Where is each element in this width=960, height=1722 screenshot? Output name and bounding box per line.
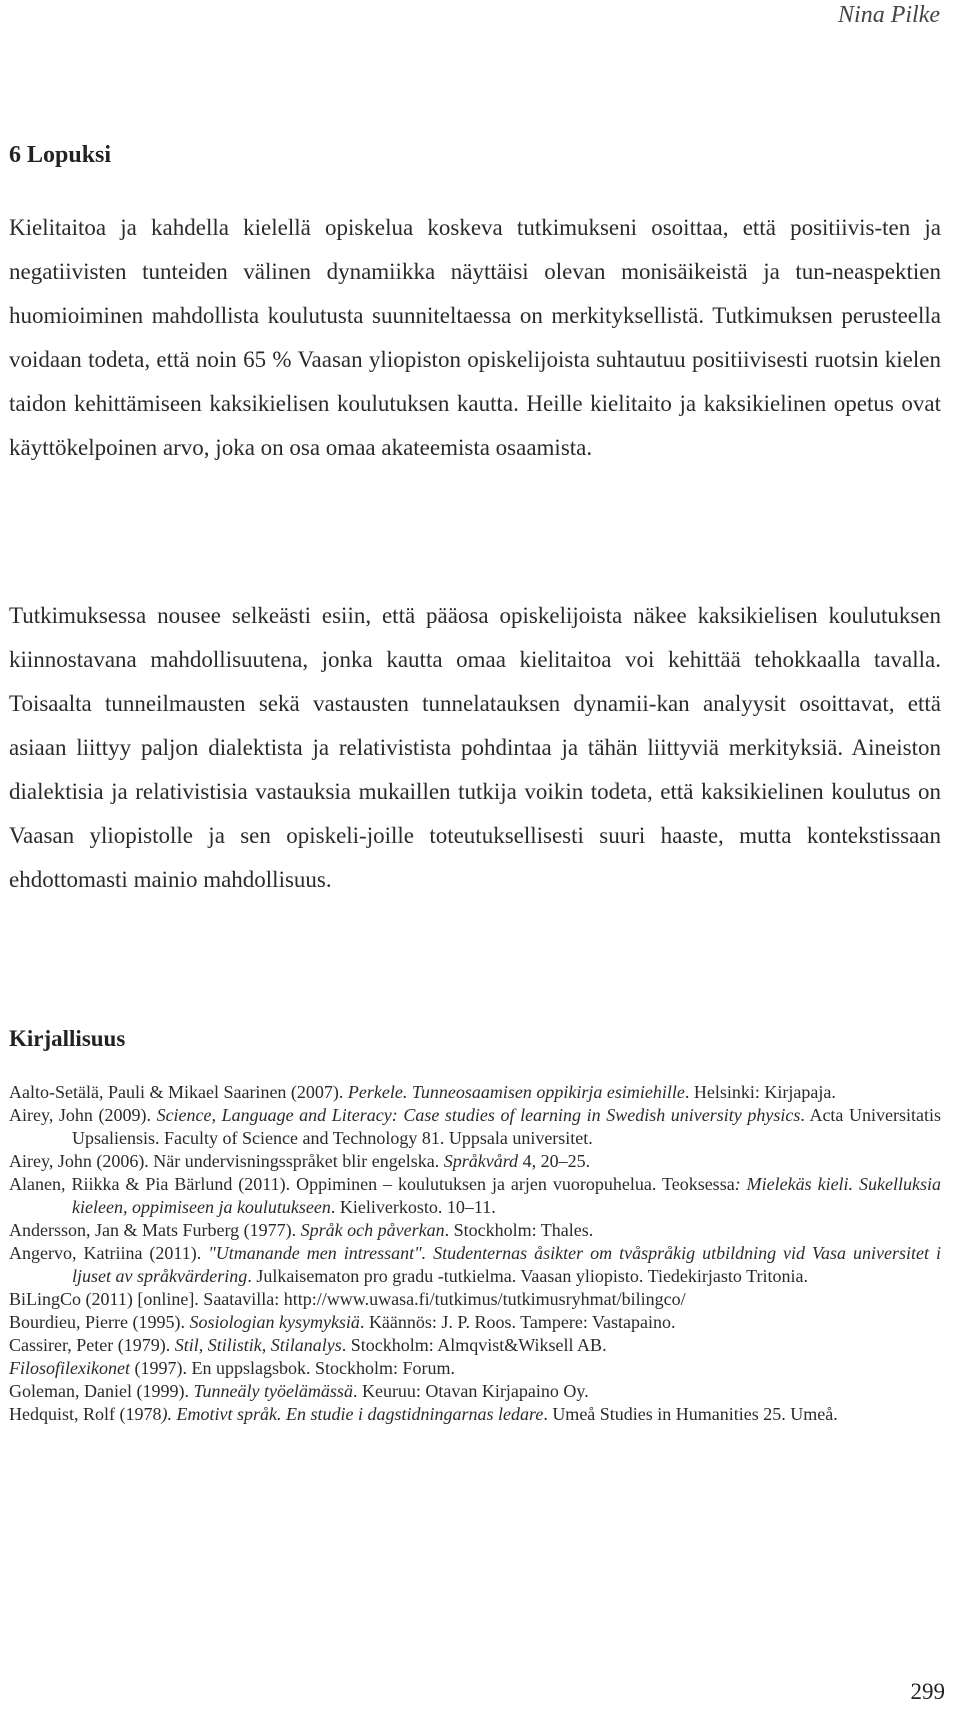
references-heading: Kirjallisuus <box>9 1026 126 1051</box>
running-header: Nina Pilke <box>838 2 940 28</box>
reference-item: Aalto-Setälä, Pauli & Mikael Saarinen (2007). Perkele. Tunneosaamisen oppikirja esimiehille. Helsinki: Kirjapaja. <box>9 1082 836 1102</box>
reference-item: Hedquist, Rolf (1978). Emotivt språk. En studie i dagstidningarnas ledare. Umeå Studies in Humanities 25. Umeå. <box>9 1404 838 1424</box>
body-paragraph-1: Kielitaitoa ja kahdella kielellä opiskelua koskeva tutkimukseni osoittaa, että positiivis-ten ja negatiivisten tunteiden välinen dynamiikka näyttäisi olevan monisäikeistä ja tun-neaspektien huomioiminen mahdollista koulutusta suunniteltaessa on merkityksellistä. Tutkimuksen perusteella voidaan todeta, että noin 65 % Vaasan yliopiston opiskelijoista suhtautuu positiivisesti ruotsin kielen taidon kehittämiseen kaksikielisen koulutuksen kautta. Heille kielitaito ja kaksikielinen opetus ovat käyttökelpoinen arvo, joka on osa omaa akateemista osaamista. <box>9 215 941 460</box>
reference-item: Cassirer, Peter (1979). Stil, Stilistik, Stilanalys. Stockholm: Almqvist&Wiksell AB. <box>9 1335 607 1355</box>
reference-item: Airey, John (2009). Science, Language and Literacy: Case studies of learning in Swedish university physics. Acta Universitatis Upsaliensis. Faculty of Science and Technology 81. Uppsala universitet. <box>9 1105 941 1148</box>
reference-list <box>9 1081 941 1426</box>
section-heading: 6 Lopuksi <box>9 142 112 168</box>
reference-item: BiLingCo (2011) [online]. Saatavilla: http://www.uwasa.fi/tutkimus/tutkimusryhmat/bilingco/ <box>9 1289 686 1309</box>
reference-item: Angervo, Katriina (2011). "Utmanande men intressant". Studenternas åsikter om tvåspråkig utbildning vid Vasa universitet i ljuset av språkvärdering. Julkaisematon pro gradu -tutkielma. Vaasan yliopisto. Tiedekirjasto Tritonia. <box>9 1243 941 1286</box>
body-paragraph-2: Tutkimuksessa nousee selkeästi esiin, että pääosa opiskelijoista näkee kaksikielisen koulutuksen kiinnostavana mahdollisuutena, jonka kautta omaa kielitaitoa voi kehittää tehokkaalla tavalla. Toisaalta tunneilmausten sekä vastausten tunnelatauksen dynamii-kan analyysit osoittavat, että asiaan liittyy paljon dialektista ja relativistista pohdintaa ja tähän liittyviä merkityksiä. Aineiston dialektisia ja relativistisia vastauksia mukaillen tutkija voikin todeta, että kaksikielinen koulutus on Vaasan yliopistolle ja sen opiskeli-joille toteutuksellisesti suuri haaste, mutta kontekstissaan ehdottomasti mainio mahdollisuus. <box>9 603 941 892</box>
reference-item: Bourdieu, Pierre (1995). Sosiologian kysymyksiä. Käännös: J. P. Roos. Tampere: Vastapaino. <box>9 1312 676 1332</box>
reference-item: Andersson, Jan & Mats Furberg (1977). Språk och påverkan. Stockholm: Thales. <box>9 1220 594 1240</box>
reference-item: Goleman, Daniel (1999). Tunneäly työelämässä. Keuruu: Otavan Kirjapaino Oy. <box>9 1381 589 1401</box>
reference-item: Alanen, Riikka & Pia Bärlund (2011). Oppiminen – koulutuksen ja arjen vuoropuhelua. Teoksessa: Mielekäs kieli. Sukelluksia kieleen, oppimiseen ja koulutukseen. Kieliverkosto. 10–11. <box>9 1174 942 1217</box>
page-number: 299 <box>910 1679 945 1704</box>
reference-item: Airey, John (2006). När undervisningsspråket blir engelska. Språkvård 4, 20–25. <box>9 1151 591 1171</box>
reference-item: Filosofilexikonet (1997). En uppslagsbok. Stockholm: Forum. <box>9 1358 455 1378</box>
